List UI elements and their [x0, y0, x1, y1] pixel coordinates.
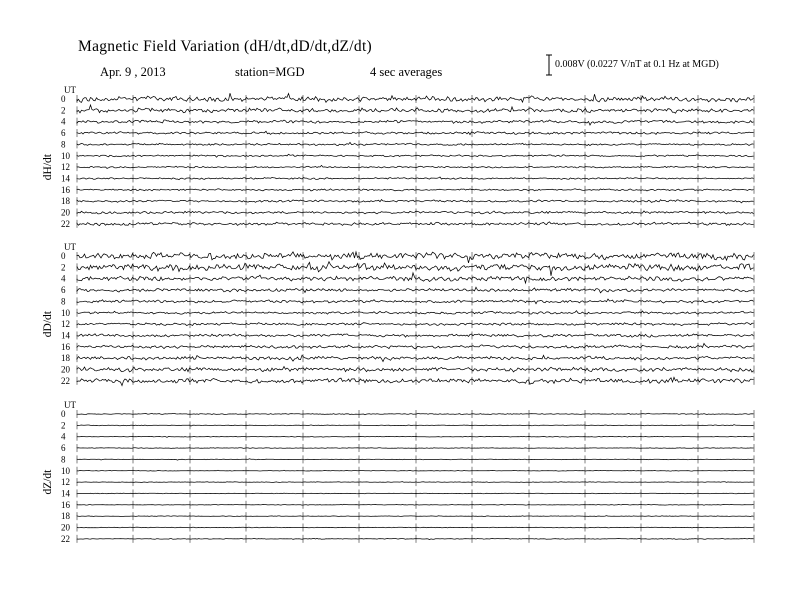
trace-line: [77, 142, 754, 145]
trace-line: [77, 273, 754, 283]
trace-line: [77, 262, 754, 276]
trace-line: [77, 504, 754, 505]
row-label: 4: [61, 273, 66, 284]
row-label: 8: [61, 296, 66, 307]
trace-line: [77, 105, 754, 113]
row-label: 0: [61, 251, 66, 261]
trace-line: [77, 448, 754, 449]
row-label: 14: [61, 488, 70, 499]
row-label: 2: [61, 420, 66, 431]
panel-label: dD/dt: [42, 310, 54, 338]
trace-line: [77, 459, 754, 460]
row-label: 6: [61, 443, 66, 454]
row-label: 16: [61, 341, 70, 352]
row-label: 18: [61, 511, 70, 522]
trace-line: [77, 131, 754, 134]
trace-line: [77, 493, 754, 494]
row-label: 4: [61, 116, 66, 127]
trace-line: [77, 211, 754, 214]
trace-line: [77, 436, 754, 437]
row-label: 18: [61, 196, 70, 207]
trace-line: [77, 425, 754, 426]
ut-label: UT: [64, 400, 76, 410]
trace-line: [77, 482, 754, 483]
date-label: Apr. 9 , 2013: [100, 65, 166, 79]
row-label: 22: [61, 375, 70, 386]
trace-line: [77, 154, 754, 157]
row-label: 8: [61, 139, 66, 150]
row-label: 12: [61, 162, 70, 173]
station-label: station=MGD: [235, 65, 305, 79]
ut-label: UT: [64, 85, 76, 95]
trace-line: [77, 470, 754, 471]
row-label: 16: [61, 499, 70, 510]
row-label: 4: [61, 431, 66, 442]
row-label: 20: [61, 522, 70, 533]
row-label: 0: [61, 409, 66, 419]
row-label: 10: [61, 307, 70, 318]
trace-line: [77, 120, 754, 125]
row-label: 18: [61, 353, 70, 364]
row-label: 10: [61, 150, 70, 161]
row-label: 2: [61, 105, 66, 116]
trace-line: [77, 355, 754, 361]
row-label: 10: [61, 465, 70, 476]
trace-line: [77, 165, 754, 168]
row-label: 22: [61, 218, 70, 229]
row-label: 0: [61, 94, 66, 104]
trace-line: [77, 367, 754, 373]
panel-label: dZ/dt: [42, 469, 54, 495]
trace-line: [77, 93, 754, 102]
panel-label: dH/dt: [42, 153, 54, 181]
row-label: 2: [61, 262, 66, 273]
trace-line: [77, 343, 754, 348]
averaging-label: 4 sec averages: [370, 65, 443, 79]
row-label: 14: [61, 173, 70, 184]
trace-line: [77, 334, 754, 337]
row-label: 14: [61, 330, 70, 341]
row-label: 12: [61, 319, 70, 330]
trace-line: [77, 538, 754, 539]
trace-line: [77, 189, 754, 191]
row-label: 20: [61, 364, 70, 375]
trace-line: [77, 527, 754, 528]
row-label: 6: [61, 285, 66, 296]
row-label: 12: [61, 477, 70, 488]
row-label: 16: [61, 184, 70, 195]
trace-line: [77, 516, 754, 517]
trace-line: [77, 252, 754, 263]
trace-line: [77, 323, 754, 326]
trace-line: [77, 200, 754, 203]
row-label: 6: [61, 128, 66, 139]
trace-line: [77, 222, 754, 226]
trace-line: [77, 177, 754, 180]
trace-line: [77, 377, 754, 385]
chart-title: Magnetic Field Variation (dH/dt,dD/dt,dZ/dt): [78, 38, 373, 55]
trace-line: [77, 413, 754, 414]
trace-line: [77, 299, 754, 304]
row-label: 22: [61, 533, 70, 544]
scale-label: 0.008V (0.0227 V/nT at 0.1 Hz at MGD): [555, 59, 719, 70]
trace-line: [77, 311, 754, 315]
trace-line: [77, 287, 754, 293]
row-label: 20: [61, 207, 70, 218]
row-label: 8: [61, 454, 66, 465]
ut-label: UT: [64, 242, 76, 252]
